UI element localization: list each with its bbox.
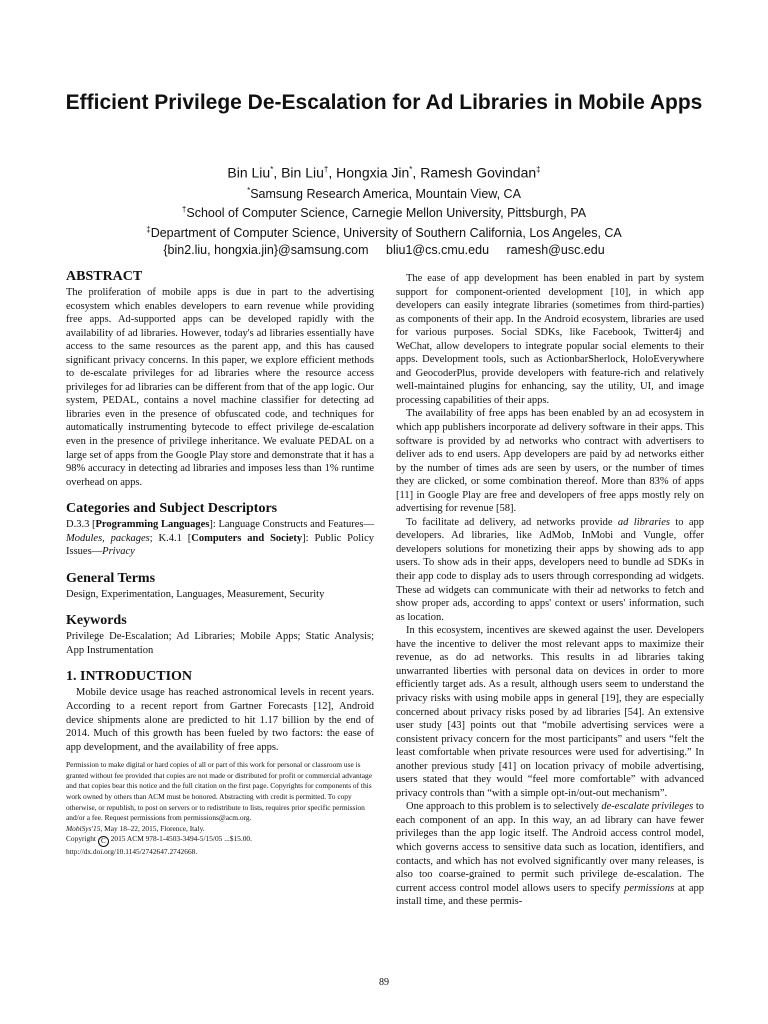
author-name: Ramesh Govindan	[420, 164, 537, 181]
affiliation: ‡Department of Computer Science, University of Southern California, Los Angeles, CA	[146, 224, 622, 241]
keywords-heading: Keywords	[66, 613, 127, 629]
page-number: 89	[379, 977, 389, 988]
permission-footnote: Permission to make digital or hard copies of all or part of this work for personal or classroom use is granted without fee provided that copies are not made or distributed for profit or commercial advantage and that copies bear this notice and the full citation on the first page. Copyrights for components of this work owned by others than ACM must be honored. Abstracting with credit is permitted. To copy otherwise, or republish, to post on servers or to redistribute to lists, requires prior specific permission and/or a fee. Request permissions from permissions@acm.org. MobiSys'15, May 18–22, 2015, Florence, Italy. Copyright C 2015 ACM 978-1-4503-3494-5/15/05 ...$15.00. http://dx.doi.org/10.1145/2742647.2742668.	[66, 760, 372, 857]
email: ramesh@usc.edu	[506, 242, 605, 257]
abstract-text: The proliferation of mobile apps is due in part to the advertising ecosystem which enables developers to earn revenue while providing free apps. Ad-supported apps can be developed rapidly with the availability of ad libraries. However, today's ad libraries essentially have access to the same resources as the parent app, and this has caused significant privacy concerns. In this paper, we explore efficient methods to de-escalate privileges for ad libraries where the resource access privileges for ad libraries can be different from that of the app logic. Our system, PEDAL, contains a novel machine classifier for detecting ad libraries even in the presence of obfuscated code, and techniques for automatically instrumenting bytecode to effect privilege de-escalation even in the presence of privilege inheritance. We evaluate PEDAL on a large set of apps from the Google Play store and demonstrate that it has a 98% accuracy in detecting ad libraries and imposes less than 1% runtime overhead on apps.	[66, 287, 374, 488]
left-column	[66, 268, 374, 858]
general-terms-heading: General Terms	[66, 570, 156, 586]
email: bliu1@cs.cmu.edu	[386, 242, 490, 257]
right-column	[396, 272, 704, 909]
abstract-heading: ABSTRACT	[66, 269, 143, 284]
keywords-text: Privilege De-Escalation; Ad Libraries; Mobile Apps; Static Analysis; App Instrumentation	[66, 631, 374, 656]
author-name: Hongxia Jin	[336, 164, 410, 181]
body-paragraph: The ease of app development has been enabled in part by system support for component-oriented development [10], in which app developers can easily integrate libraries (sometimes from third-parties) as components of their app. In the Android ecosystem, libraries are used for various purposes. Social SDKs, like Facebook, Twitter4j and WeChat, allow developers to integrate popular social elements to their apps. Development tools, such as ActionbarSherlock, HoloEverywhere and GeocoderPlus, provide developers with feature-rich and relatively well-maintained plugins for enhancing, say the utility, UI, and image processing capabilities of their apps.	[396, 273, 704, 406]
categories-text: D.3.3 [Programming Languages]: Language Constructs and Features—Modules, packages; K.4.1 [Computers and Society]: Public Policy Issues—Privacy	[66, 519, 374, 558]
doi-link[interactable]: http://dx.doi.org/10.1145/2742647.2742668.	[66, 847, 198, 857]
body-paragraph: One approach to this problem is to selectively de-escalate privileges to each component of an app. In this way, an ad library can have fewer privileges than the app logic itself. The Android access control model, which governs access to sensitive data such as location, identifiers, and contacts, and which has not evolved significantly over many releases, is also too coarse-grained to permit such privilege de-escalation. The current access control model allows users to specify permissions at app install time, and these permis-	[396, 801, 705, 908]
copyright-icon: C	[98, 836, 109, 847]
body-paragraph: The availability of free apps has been enabled by an ad ecosystem in which app publishers incorporate ad delivery software in their apps. This software is provided by ad networks who contract with advertisers to deliver ads to end users. App developers are paid by ad networks either by the number of times ads are seen by users, or the number of times they are clicked, or some combination thereof. More than 83% of apps [11] in Google Play are free and developers of free apps mostly rely on advertising for revenue [58].	[396, 408, 704, 515]
author-name: Bin Liu	[281, 164, 324, 181]
affiliation: *Samsung Research America, Mountain View, CA	[247, 185, 521, 201]
author-block	[40, 160, 728, 258]
affiliation: †School of Computer Science, Carnegie Mellon University, Pittsburgh, PA	[181, 205, 587, 221]
general-terms-text: Design, Experimentation, Languages, Measurement, Security	[66, 588, 325, 600]
introduction-paragraph: Mobile device usage has reached astronomical levels in recent years. According to a recent report from Gartner Forecasts [12], Android device shipments alone are predicted to hit 1.17 billion by the end of 2014. Much of this growth has been fueled by two factors: the ease of app development, and the availability of free apps.	[66, 687, 374, 753]
author-names: Bin Liu*, Bin Liu†, Hongxia Jin*, Ramesh Govindan‡	[227, 164, 541, 181]
body-paragraph: In this ecosystem, incentives are skewed against the user. Developers have the incentive to deliver the most relevant apps to maximize their revenue, as do ad networks. This results in ad libraries taking unwarranted liberties with personal data on devices in order to more efficiently target ads. As a result, although users seem to understand the privacy risks with using mobile apps in general [19], they are especially concerned about privacy risks posed by ad libraries [54]. An extensive user study [43] points out that “mobile advertising services were a consistent privacy concern for the most participants” and users “felt the least comfortable when private resources were used for advertising.” In another previous study [41] on location privacy of mobile advertising, users stated that they would “feel more comfortable” with advanced privacy controls than “with a simple opt-in/out-out mechanism”.	[396, 625, 704, 799]
paper-title: Efficient Privilege De-Escalation for Ad Libraries in Mobile Apps	[65, 91, 703, 114]
categories-heading: Categories and Subject Descriptors	[66, 501, 278, 517]
introduction-heading: 1. INTRODUCTION	[66, 669, 193, 685]
body-paragraph: To facilitate ad delivery, ad networks provide ad libraries to app developers. Ad libraries, like AdMob, InMobi and Vungle, offer developers solutions for monetizing their apps by showing ads to app users. To show ads in their apps, developers need to bundle ad SDKs in their app code to display ads to users through corresponding ad widgets. These ad widgets can communicate with their ad networks to fetch and show proper ads, according to apps' context or users' information, such as location.	[396, 516, 705, 623]
author-name: Bin Liu	[227, 164, 271, 181]
author-emails	[40, 242, 728, 259]
email: {bin2.liu, hongxia.jin}@samsung.com	[163, 242, 369, 257]
